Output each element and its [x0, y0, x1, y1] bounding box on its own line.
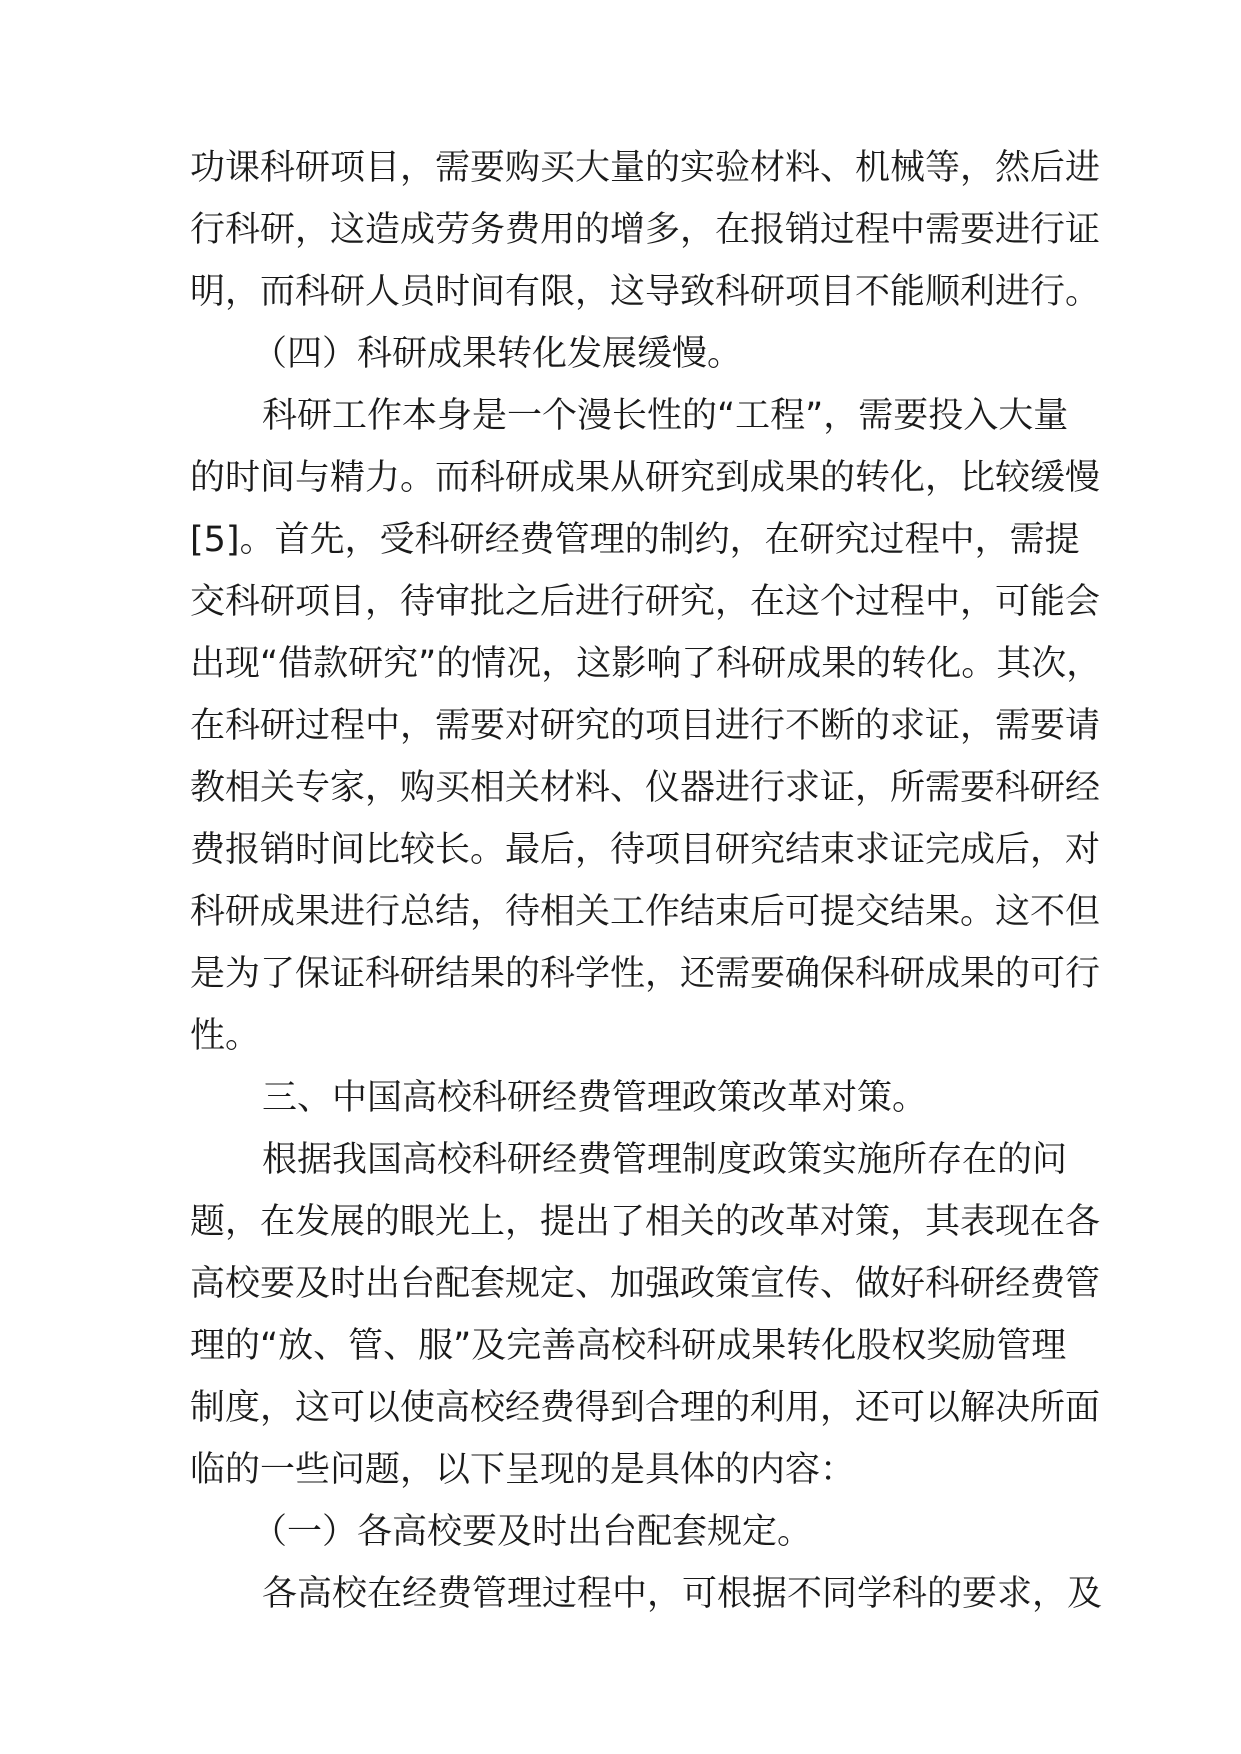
section-heading: （四）科研成果转化发展缓慢。 [252, 334, 743, 374]
text-line: 根据我国高校科研经费管理制度政策实施所存在的问 [262, 1140, 1068, 1180]
text-line: 交科研项目，待审批之后进行研究，在这个过程中，可能会 [190, 582, 1101, 622]
section-heading: 三、中国高校科研经费管理政策改革对策。 [262, 1078, 928, 1118]
text-line: 功课科研项目，需要购买大量的实验材料、机械等，然后进 [190, 148, 1101, 188]
text-line: 明，而科研人员时间有限，这导致科研项目不能顺利进行。 [190, 272, 1101, 312]
text-line: 题，在发展的眼光上，提出了相关的改革对策，其表现在各 [190, 1202, 1101, 1242]
text-line: 教相关专家，购买相关材料、仪器进行求证，所需要科研经 [190, 768, 1101, 808]
text-line: 出现“借款研究”的情况，这影响了科研成果的转化。其次， [190, 644, 1102, 684]
text-line: 费报销时间比较长。最后，待项目研究结束求证完成后，对 [190, 830, 1101, 870]
text-line: 是为了保证科研结果的科学性，还需要确保科研成果的可行 [190, 954, 1101, 994]
text-line: 制度，这可以使高校经费得到合理的利用，还可以解决所面 [190, 1388, 1101, 1428]
text-line: 性。 [190, 1016, 261, 1056]
text-line: 临的一些问题，以下呈现的是具体的内容： [190, 1450, 856, 1490]
text-line: 行科研，这造成劳务费用的增多，在报销过程中需要进行证 [190, 210, 1101, 250]
text-line: 高校要及时出台配套规定、加强政策宣传、做好科研经费管 [190, 1264, 1101, 1304]
text-line: 在科研过程中，需要对研究的项目进行不断的求证，需要请 [190, 706, 1101, 746]
text-line: 理的“放、管、服”及完善高校科研成果转化股权奖励管理 [190, 1326, 1067, 1366]
text-line: 科研成果进行总结，待相关工作结束后可提交结果。这不但 [190, 892, 1101, 932]
section-heading: （一）各高校要及时出台配套规定。 [252, 1512, 813, 1552]
text-line: 科研工作本身是一个漫长性的“工程”，需要投入大量 [262, 396, 1069, 436]
text-line: 各高校在经费管理过程中，可根据不同学科的要求，及 [262, 1574, 1103, 1614]
text-line: [5]。首先，受科研经费管理的制约，在研究过程中，需提 [190, 520, 1080, 560]
text-line: 的时间与精力。而科研成果从研究到成果的转化，比较缓慢 [190, 458, 1101, 498]
